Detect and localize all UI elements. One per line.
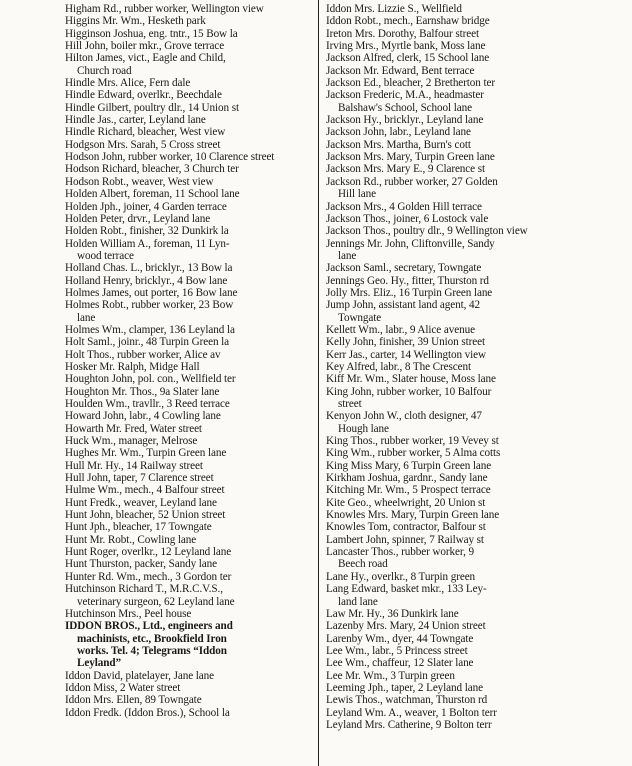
directory-entry: Holden Peter, drvr., Leyland lane [65,212,211,225]
directory-entry: Jackson Thos., poultry dlr., 9 Wellington view [326,225,528,238]
directory-entry: Leeming Jph., taper, 2 Leyland lane [326,681,483,694]
directory-entry: Leyland Mrs. Catherine, 9 Bolton terr [326,718,492,731]
directory-entry: Hodson John, rubber worker, 10 Clarence street [65,151,275,164]
directory-entry: Church road [77,64,132,77]
directory-entry: Irving Mrs., Myrtle bank, Moss lane [326,40,486,53]
directory-entry: Hunt Mr. Robt., Cowling lane [65,533,197,546]
directory-entry: King Thos., rubber worker, 19 Vevey st [326,435,499,448]
directory-entry: Jolly Mrs. Eliz., 16 Turpin Green lane [326,286,493,299]
directory-entry: Lee Wm., labr., 5 Princess street [326,644,468,657]
directory-entry: Higginson Joshua, eng. tntr., 15 Bow la [65,27,238,40]
directory-entry: Holland Henry, bricklyr., 4 Bow lane [65,274,228,287]
directory-entry: Jennings Mr. John, Cliftonville, Sandy [326,237,495,250]
directory-entry: Lazenby Mrs. Mary, 24 Union street [326,620,486,633]
directory-entry: Hunter Rd. Wm., mech., 3 Gordon ter [65,570,232,583]
left-column [65,3,313,719]
directory-entry: Hindle Mrs. Alice, Fern dale [65,77,191,90]
directory-entry: Leyland” [77,657,121,670]
directory-entry: Iddon Miss, 2 Water street [65,681,181,694]
directory-entry: Hunt Roger, overlkr., 12 Leyland lane [65,546,232,559]
directory-entry: Hill lane [338,188,376,201]
directory-entry: Hindle Gilbert, poultry dlr., 14 Union st [65,101,239,114]
directory-entry: veterinary surgeon, 62 Leyland lane [77,595,235,608]
directory-entry: Hilton James, vict., Eagle and Child, [65,52,226,65]
right-column [326,3,576,731]
directory-entry: Holt Saml., joinr., 48 Turpin Green la [65,336,230,349]
directory-entry: lane [77,311,96,324]
directory-entry: street [338,398,362,410]
directory-entry: Jackson Mr. Edward, Bent terrace [326,64,475,77]
directory-entry: Jackson Mrs., 4 Golden Hill terrace [326,200,482,213]
directory-entry: Balshaw's School, School lane [338,101,472,114]
directory-entry: Hunt Jph., bleacher, 17 Towngate [65,521,212,534]
directory-entry: Jackson Alfred, clerk, 15 School lane [326,52,490,65]
directory-entry: Hutchinson Mrs., Peel house [65,607,192,620]
directory-entry: Lee Mr. Wm., 3 Turpin green [326,669,455,682]
directory-entry: Jump John, assistant land agent, 42 [326,299,481,312]
directory-entry: Holden Robt., finisher, 32 Dunkirk la [65,225,229,238]
directory-entry: Hough lane [338,422,389,435]
directory-entry: Jackson Mrs. Mary, Turpin Green lane [326,151,495,164]
directory-entry: Kellett Wm., labr., 9 Alice avenue [326,323,475,336]
directory-entry: Kelly John, finisher, 39 Union street [326,336,485,349]
directory-entry: King John, rubber worker, 10 Balfour [326,385,492,398]
directory-entry: Hodgson Mrs. Sarah, 5 Cross street [65,138,221,151]
directory-entry: Hughes Mr. Wm., Turpin Green lane [65,447,227,460]
directory-entry: Holden Albert, foreman, 11 School lane [65,188,240,201]
directory-entry: Hunt Thurston, packer, Sandy lane [65,558,218,571]
directory-entry: Howard John, labr., 4 Cowling lane [65,410,221,423]
directory-entry: Holmes Wm., clamper, 136 Leyland la [65,323,235,336]
directory-entry: Iddon Mrs. Lizzie S., Wellfield [326,3,462,15]
directory-entry: Holden Jph., joiner, 4 Garden terrace [65,200,227,213]
directory-entry: Higham Rd., rubber worker, Wellington view [65,3,264,15]
directory-entry: Hulme Wm., mech., 4 Balfour street [65,484,225,497]
directory-entry: Hodson Richard, bleacher, 3 Church ter [65,163,239,176]
directory-entry: Lang Edward, basket mkr., 133 Ley- [326,583,487,596]
directory-entry: Lane Hy., overlkr., 8 Turpin green [326,570,476,583]
directory-entry: Iddon David, platelayer, Jane lane [65,669,214,682]
directory-entry: Holt Thos., rubber worker, Alice av [65,348,221,361]
directory-entry: Jackson Saml., secretary, Towngate [326,262,482,275]
directory-entry: Iddon Mrs. Ellen, 89 Towngate [65,694,202,707]
directory-entry: Kitching Mr. Wm., 5 Prospect terrace [326,484,491,497]
directory-entry: Holmes Robt., rubber worker, 23 Bow [65,299,234,312]
directory-entry: Jackson Frederic, M.A., headmaster [326,89,484,102]
directory-entry: Leyland Wm. A., weaver, 1 Bolton terr [326,706,497,719]
directory-entry: Law Mr. Hy., 36 Dunkirk lane [326,607,459,620]
directory-entry: Jackson Mrs. Mary E., 9 Clarence st [326,163,485,176]
directory-entry: Key Alfred, labr., 8 The Crescent [326,360,471,373]
directory-entry: IDDON BROS., Ltd., engineers and [65,620,233,633]
directory-entry: Hunt John, bleacher, 52 Union street [65,509,226,522]
directory-entry: Jackson Rd., rubber worker, 27 Golden [326,175,498,188]
directory-entry: King Miss Mary, 6 Turpin Green lane [326,459,492,472]
directory-entry: King Wm., rubber worker, 5 Alma cotts [326,447,501,460]
directory-entry: Hull Mr. Hy., 14 Railway street [65,459,203,472]
directory-entry: Ireton Mrs. Dorothy, Balfour street [326,27,479,40]
directory-entry: Lancaster Thos., rubber worker, 9 [326,546,474,559]
directory-entry: Jackson John, labr., Leyland lane [326,126,471,139]
directory-entry: Hutchinson Richard T., M.R.C.V.S., [65,583,223,596]
directory-entry: Kenyon John W., cloth designer, 47 [326,410,482,423]
directory-entry: Holden William A., foreman, 11 Lyn- [65,237,230,250]
directory-entry: Hindle Richard, bleacher, West view [65,126,226,139]
directory-entry: Lambert John, spinner, 7 Railway st [326,533,484,546]
directory-entry: Jennings Geo. Hy., fitter, Thurston rd [326,274,489,287]
directory-entry: Beech road [338,558,388,571]
directory-entry: Hosker Mr. Ralph, Midge Hall [65,360,200,373]
directory-entry: Hodson Robt., weaver, West view [65,175,214,188]
directory-entry: Howarth Mr. Fred, Water street [65,422,202,435]
directory-entry: Houghton John, pol. con., Wellfield ter [65,373,236,386]
directory-entry: Lee Wm., chaffeur, 12 Slater lane [326,657,474,670]
directory-entry: Holland Chas. L., bricklyr., 13 Bow la [65,262,233,275]
directory-entry: Iddon Robt., mech., Earnshaw bridge [326,15,490,28]
directory-entry: Hill John, boiler mkr., Grove terrace [65,40,225,53]
directory-entry: Kerr Jas., carter, 14 Wellington view [326,348,487,361]
directory-entry: Houlden Wm., travllr., 3 Reed terrace [65,398,230,410]
directory-entry: Lewis Thos., watchman, Thurston rd [326,694,488,707]
directory-entry: machinists, etc., Brookfield Iron [77,632,227,645]
directory-entry: Knowles Tom, contractor, Balfour st [326,521,486,534]
directory-entry: Kite Geo., wheelwright, 20 Union st [326,496,486,509]
directory-entry: wood terrace [77,249,134,262]
directory-entry: Towngate [338,311,382,324]
directory-entry: Knowles Mrs. Mary, Turpin Green lane [326,509,500,522]
directory-entry: Hindle Jas., carter, Leyland lane [65,114,206,127]
directory-entry: Holmes James, out porter, 16 Bow lane [65,286,238,299]
directory-entry: Larenby Wm., dyer, 44 Towngate [326,632,474,645]
directory-entry: land lane [338,595,378,608]
directory-entry: Houghton Mr. Thos., 9a Slater lane [65,385,220,398]
column-divider [318,0,319,766]
directory-entry: Jackson Thos., joiner, 6 Lostock vale [326,212,489,225]
directory-entry: Jackson Mrs. Martha, Burn's cott [326,138,471,151]
directory-entry: Jackson Hy., bricklyr., Leyland lane [326,114,484,127]
directory-entry: Iddon Fredk. (Iddon Bros.), School la [65,706,230,719]
directory-entry: works. Tel. 4; Telegrams “Iddon [77,644,227,657]
directory-entry: Kiff Mr. Wm., Slater house, Moss lane [326,373,496,386]
directory-entry: Hunt Fredk., weaver, Leyland lane [65,496,217,509]
directory-entry: Hindle Edward, overlkr., Beechdale [65,89,222,102]
directory-entry: Huck Wm., manager, Melrose [65,435,198,448]
directory-entry: Hull John, taper, 7 Clarence street [65,472,214,485]
directory-entry: Kirkham Joshua, gardnr., Sandy lane [326,472,488,485]
directory-entry: Jackson Ed., bleacher, 2 Bretherton ter [326,77,495,90]
directory-entry: Higgins Mr. Wm., Hesketh park [65,15,206,28]
directory-entry: lane [338,249,357,262]
